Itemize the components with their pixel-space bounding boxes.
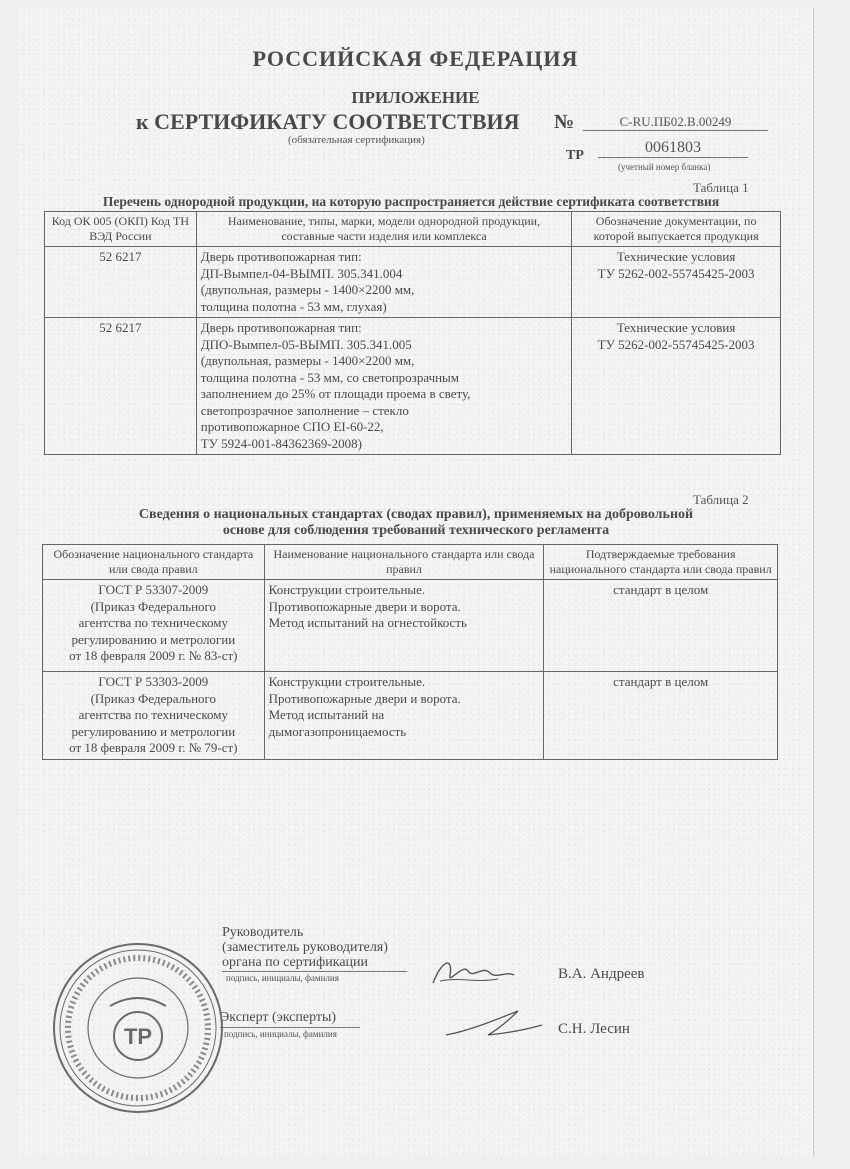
standard-line: регулированию и метрологии: [71, 723, 236, 739]
table1-header-name: Наименование, типы, марки, модели однородной продукции, составные части изделия или комплекса: [196, 212, 571, 247]
product-name-line: ТУ 5924-001-84362369-2008): [200, 435, 362, 451]
head-signature-hint: подпись, инициалы, фамилия: [226, 973, 339, 983]
table2-caption-line: основе для соблюдения требований технического регламента: [222, 523, 610, 538]
table2-caption: [46, 507, 786, 539]
table1-header-code: Код ОК 005 (ОКП) Код ТН ВЭД России: [45, 212, 197, 247]
head-label-line: (заместитель руководителя): [222, 940, 388, 955]
product-name-line: Дверь противопожарная тип:: [200, 249, 362, 264]
certificate-title: к СЕРТИФИКАТУ СООТВЕТСТВИЯ: [136, 109, 520, 134]
head-signature-label: [222, 925, 388, 970]
product-doc-line: Технические условия: [616, 249, 736, 264]
expert-signature-line: [220, 1027, 360, 1028]
product-name-line: Дверь противопожарная тип:: [200, 320, 362, 335]
product-name-line: противопожарное СПО EI-60-22,: [200, 419, 384, 434]
product-name: [196, 318, 571, 455]
table2-header-row: [43, 545, 778, 580]
table2-header-name: Наименование национального стандарта или свода правил: [264, 545, 544, 580]
standard-line: ГОСТ Р 53303-2009: [98, 674, 209, 689]
table-row: [45, 318, 781, 455]
certificate-appendix-sheet: [18, 8, 814, 1156]
product-doc: [572, 318, 781, 455]
table2-caption-line: Сведения о национальных стандартах (сводах правил), применяемых на добровольной: [138, 507, 694, 522]
table2-header-requirement: Подтверждаемые требования национального стандарта или свода правил: [544, 545, 778, 580]
standard-line: регулированию и метрологии: [71, 631, 236, 647]
standard-line: от 18 февраля 2009 г. № 79-ст): [69, 740, 238, 755]
standard-name-line: Метод испытаний на: [268, 707, 385, 722]
table1-label: Таблица 1: [693, 180, 749, 195]
product-name-line: (двупольная, размеры - 1400×2200 мм,: [200, 353, 415, 368]
head-name: В.А. Андреев: [558, 966, 645, 982]
head-label-line: органа по сертификации: [222, 955, 369, 970]
certificate-number: C-RU.ПБ02.B.00249: [583, 114, 768, 131]
product-name-line: ДПО-Вымпел-05-ВЫМП. 305.341.005: [200, 336, 412, 352]
head-handwritten-signature: [428, 953, 518, 993]
expert-handwritten-signature: [438, 1003, 548, 1043]
table2-label: Таблица 2: [693, 492, 749, 507]
table1: [44, 211, 781, 455]
product-name-line: ДП-Вымпел-04-ВЫМП. 305.341.004: [200, 265, 403, 281]
standard-line: ГОСТ Р 53307-2009: [98, 582, 209, 597]
product-name-line: толщина полотна - 53 мм, глухая): [200, 298, 387, 314]
standard-name-line: Противопожарные двери и ворота.: [268, 598, 461, 614]
form-number-note: (учетный номер бланка): [618, 162, 711, 172]
certification-type: (обязательная сертификация): [288, 134, 425, 146]
expert-signature-hint: подпись, инициалы, фамилия: [224, 1029, 337, 1039]
product-doc: [572, 247, 781, 318]
standard-name-line: Конструкции строительные.: [268, 582, 426, 597]
standard-designation: [43, 580, 265, 672]
table1-header-row: [45, 212, 781, 247]
standard-name: [264, 580, 544, 672]
standard-requirement: стандарт в целом: [544, 672, 778, 760]
table-row: [43, 672, 778, 760]
table-row: [45, 247, 781, 318]
product-name-line: (двупольная, размеры - 1400×2200 мм,: [200, 282, 415, 297]
table1-caption: Перечень однородной продукции, на которую распространяется действие сертификата соответствия: [102, 194, 720, 209]
table2-header-standard: Обозначение национального стандарта или свода правил: [43, 545, 265, 580]
standard-name-line: Метод испытаний на огнестойкость: [268, 615, 467, 630]
head-label-line: Руководитель: [222, 925, 304, 940]
stamp-center-text: ТР: [123, 1024, 153, 1049]
table-row: [43, 580, 778, 672]
certification-body-stamp: [50, 940, 226, 1116]
product-code: 52 6217: [45, 247, 197, 318]
product-doc-line: Технические условия: [616, 320, 736, 335]
table1-header-doc: Обозначение документации, по которой выпускается продукция: [572, 212, 781, 247]
product-doc-line: ТУ 5262-002-55745425-2003: [597, 336, 755, 352]
appendix-title: ПРИЛОЖЕНИЕ: [351, 88, 480, 107]
standard-line: агентства по техническому: [78, 615, 229, 630]
form-number: 0061803: [598, 139, 748, 158]
standard-designation: [43, 672, 265, 760]
product-code: 52 6217: [45, 318, 197, 455]
tr-label: ТР: [566, 148, 584, 163]
standard-name-line: Противопожарные двери и ворота.: [268, 690, 461, 706]
number-sign: №: [554, 111, 575, 133]
standard-line: (Приказ Федерального: [90, 690, 217, 706]
standard-line: от 18 февраля 2009 г. № 83-ст): [69, 648, 238, 663]
product-name-line: светопрозрачное заполнение – стекло: [200, 402, 409, 418]
standard-requirement: стандарт в целом: [544, 580, 778, 672]
expert-signature-label: Эксперт (эксперты): [220, 1010, 337, 1025]
product-name: [196, 247, 571, 318]
product-name-line: заполнением до 25% от площади проема в свету,: [200, 386, 471, 401]
table2: [42, 544, 778, 760]
standard-name: [264, 672, 544, 760]
expert-name: С.Н. Лесин: [558, 1021, 630, 1037]
standard-name-line: дымогазопроницаемость: [268, 723, 407, 739]
standard-line: агентства по техническому: [78, 707, 229, 722]
standard-name-line: Конструкции строительные.: [268, 674, 426, 689]
head-signature-line: [222, 971, 407, 972]
standard-line: (Приказ Федерального: [90, 598, 217, 614]
product-name-line: толщина полотна - 53 мм, со светопрозрачным: [200, 369, 460, 385]
country-title: РОССИЙСКАЯ ФЕДЕРАЦИЯ: [252, 46, 579, 71]
product-doc-line: ТУ 5262-002-55745425-2003: [597, 265, 755, 281]
